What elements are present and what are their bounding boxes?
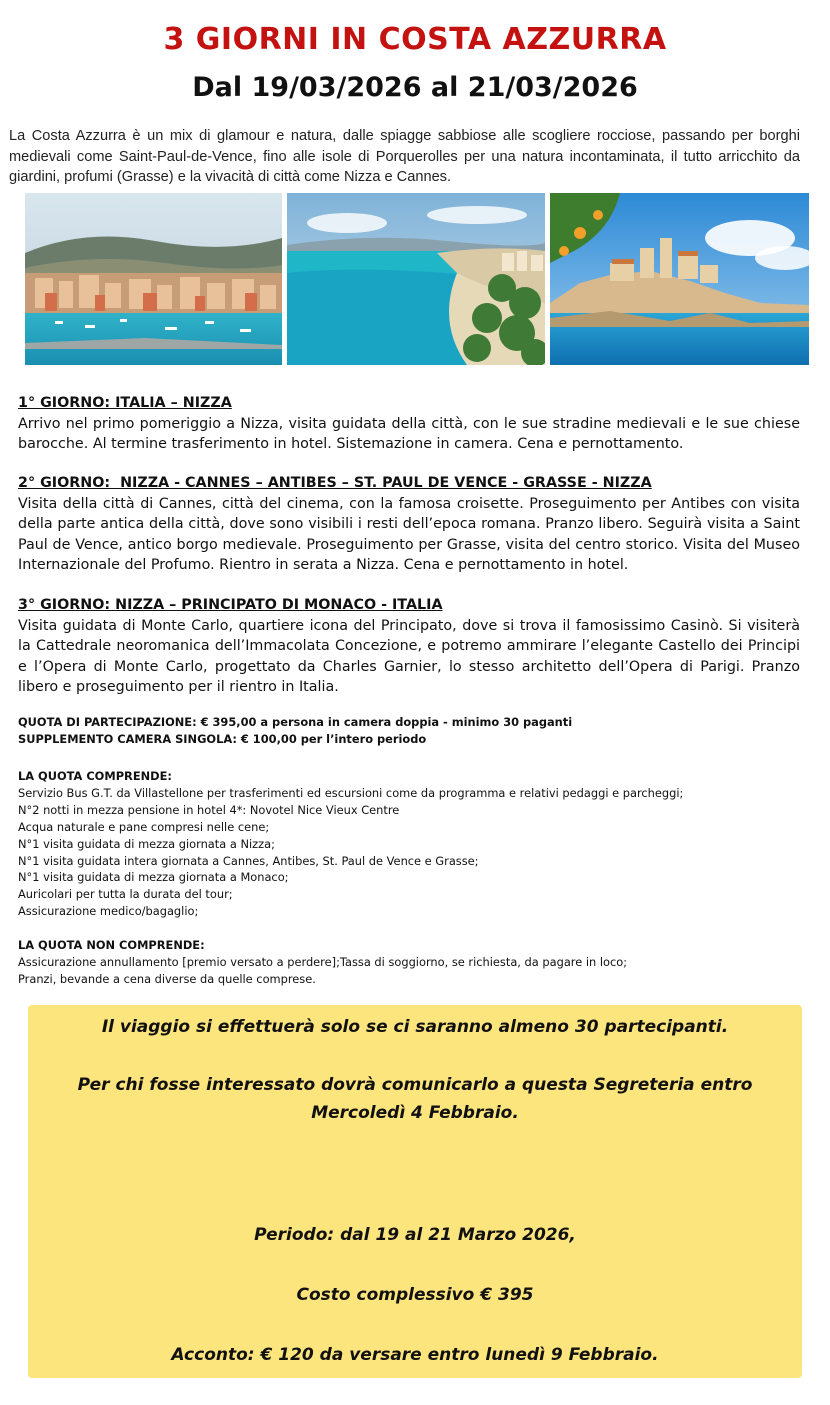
includes-block: [18, 768, 808, 920]
list-item: Auricolari per tutta la durata del tour;: [18, 887, 233, 902]
nice-harbour-photo: [25, 193, 282, 365]
list-item: Assicurazione annullamento [premio versato a perdere];Tassa di soggiorno, se richiesta, da pagare in loco;: [18, 954, 628, 969]
single-room-supplement: SUPPLEMENTO CAMERA SINGOLA: € 100,00 per l’intero periodo: [18, 731, 427, 746]
day-3-heading: 3° GIORNO: NIZZA – PRINCIPATO DI MONACO - ITALIA: [18, 597, 443, 613]
deposit-note: Acconto: € 120 da versare entro lunedì 9 Febbraio.: [171, 1345, 659, 1365]
period-note: Periodo: dal 19 al 21 Marzo 2026,: [254, 1225, 576, 1245]
participation-fee: QUOTA DI PARTECIPAZIONE: € 395,00 a persona in camera doppia - minimo 30 paganti: [18, 715, 573, 729]
list-item: Assicurazione medico/bagaglio;: [18, 904, 199, 919]
cannes-beach-photo: [287, 193, 545, 365]
day-1-text: Arrivo nel primo pomeriggio a Nizza, visita guidata della città, con le sue stradine medievali e le sue chiese barocche. Al termine trasferimento in hotel. Sistemazione in camera. Cena e pernottamento.: [18, 415, 800, 452]
notice-box: [28, 1005, 802, 1378]
day-2-section: [18, 473, 800, 576]
antibes-photo: [550, 193, 809, 365]
list-item: N°1 visita guidata di mezza giornata a Monaco;: [18, 870, 289, 885]
list-item: N°1 visita guidata intera giornata a Cannes, Antibes, St. Paul de Vence e Grasse;: [18, 853, 479, 868]
photo-strip: [25, 193, 809, 365]
day-2-heading: 2° GIORNO: NIZZA - CANNES – ANTIBES – ST. PAUL DE VENCE - GRASSE - NIZZA: [18, 475, 652, 491]
list-item: Servizio Bus G.T. da Villastellone per trasferimenti ed escursioni come da programma e relativi pedaggi e parcheggi;: [18, 785, 684, 800]
intro-paragraph: La Costa Azzurra è un mix di glamour e natura, dalle spiagge sabbiose alle scogliere rocciose, passando per borghi medievali come Saint-Paul-de-Vence, fino alle isole di Porquerolles per una natura incontaminata, il tutto arricchito da giardini, profumi (Grasse) e la vivacità di città come Nizza e Cannes.: [9, 128, 800, 185]
excludes-block: [18, 937, 808, 988]
list-item: N°2 notti in mezza pensione in hotel 4*: Novotel Nice Vieux Centre: [18, 802, 400, 817]
total-cost-note: Costo complessivo € 395: [296, 1285, 534, 1305]
registration-deadline-note: Per chi fosse interessato dovrà comunicarlo a questa Segreteria entro: [77, 1075, 753, 1095]
list-item: Acqua naturale e pane compresi nelle cene;: [18, 819, 270, 834]
list-item: Pranzi, bevande a cena diverse da quelle comprese.: [18, 971, 316, 986]
day-2-text: Visita della città di Cannes, città del cinema, con la famosa croisette. Proseguimento per Antibes con visita della parte antica della città, dove sono visibili i resti dell’epoca romana. Pranzo libero. Seguirà visita a Saint Paul de Vence, antico borgo medievale. Proseguimento per Grasse, visita del centro storico. Visita del Museo Internazionale del Profumo. Rientro in serata a Nizza. Cena e pernottamento in hotel.: [18, 495, 800, 573]
day-1-section: [18, 393, 800, 455]
minimum-participants-note: Il viaggio si effettuerà solo se ci saranno almeno 30 partecipanti.: [101, 1017, 729, 1037]
registration-deadline-date: Mercoledì 4 Febbraio.: [311, 1103, 519, 1123]
day-3-text: Visita guidata di Monte Carlo, quartiere icona del Principato, dove si trova il famosissimo Casinò. Si visiterà la Cattedrale neoromanica dell’Immacolata Concezione, e potremo ammirare l’elegante Castello dei Principi e l’Opera di Monte Carlo, progettato da Charles Garnier, lo stesso architetto dell’Opera di Parigi. Pranzo libero e proseguimento per il rientro in Italia.: [18, 617, 800, 695]
day-3-section: [18, 595, 800, 698]
page-title: 3 GIORNI IN COSTA AZZURRA: [163, 22, 667, 57]
pricing-block: [18, 714, 808, 748]
excludes-heading: LA QUOTA NON COMPRENDE:: [18, 938, 205, 952]
includes-heading: LA QUOTA COMPRENDE:: [18, 769, 172, 783]
list-item: N°1 visita guidata di mezza giornata a Nizza;: [18, 836, 275, 851]
trip-dates: Dal 19/03/2026 al 21/03/2026: [192, 72, 638, 103]
day-1-heading: 1° GIORNO: ITALIA – NIZZA: [18, 395, 232, 411]
